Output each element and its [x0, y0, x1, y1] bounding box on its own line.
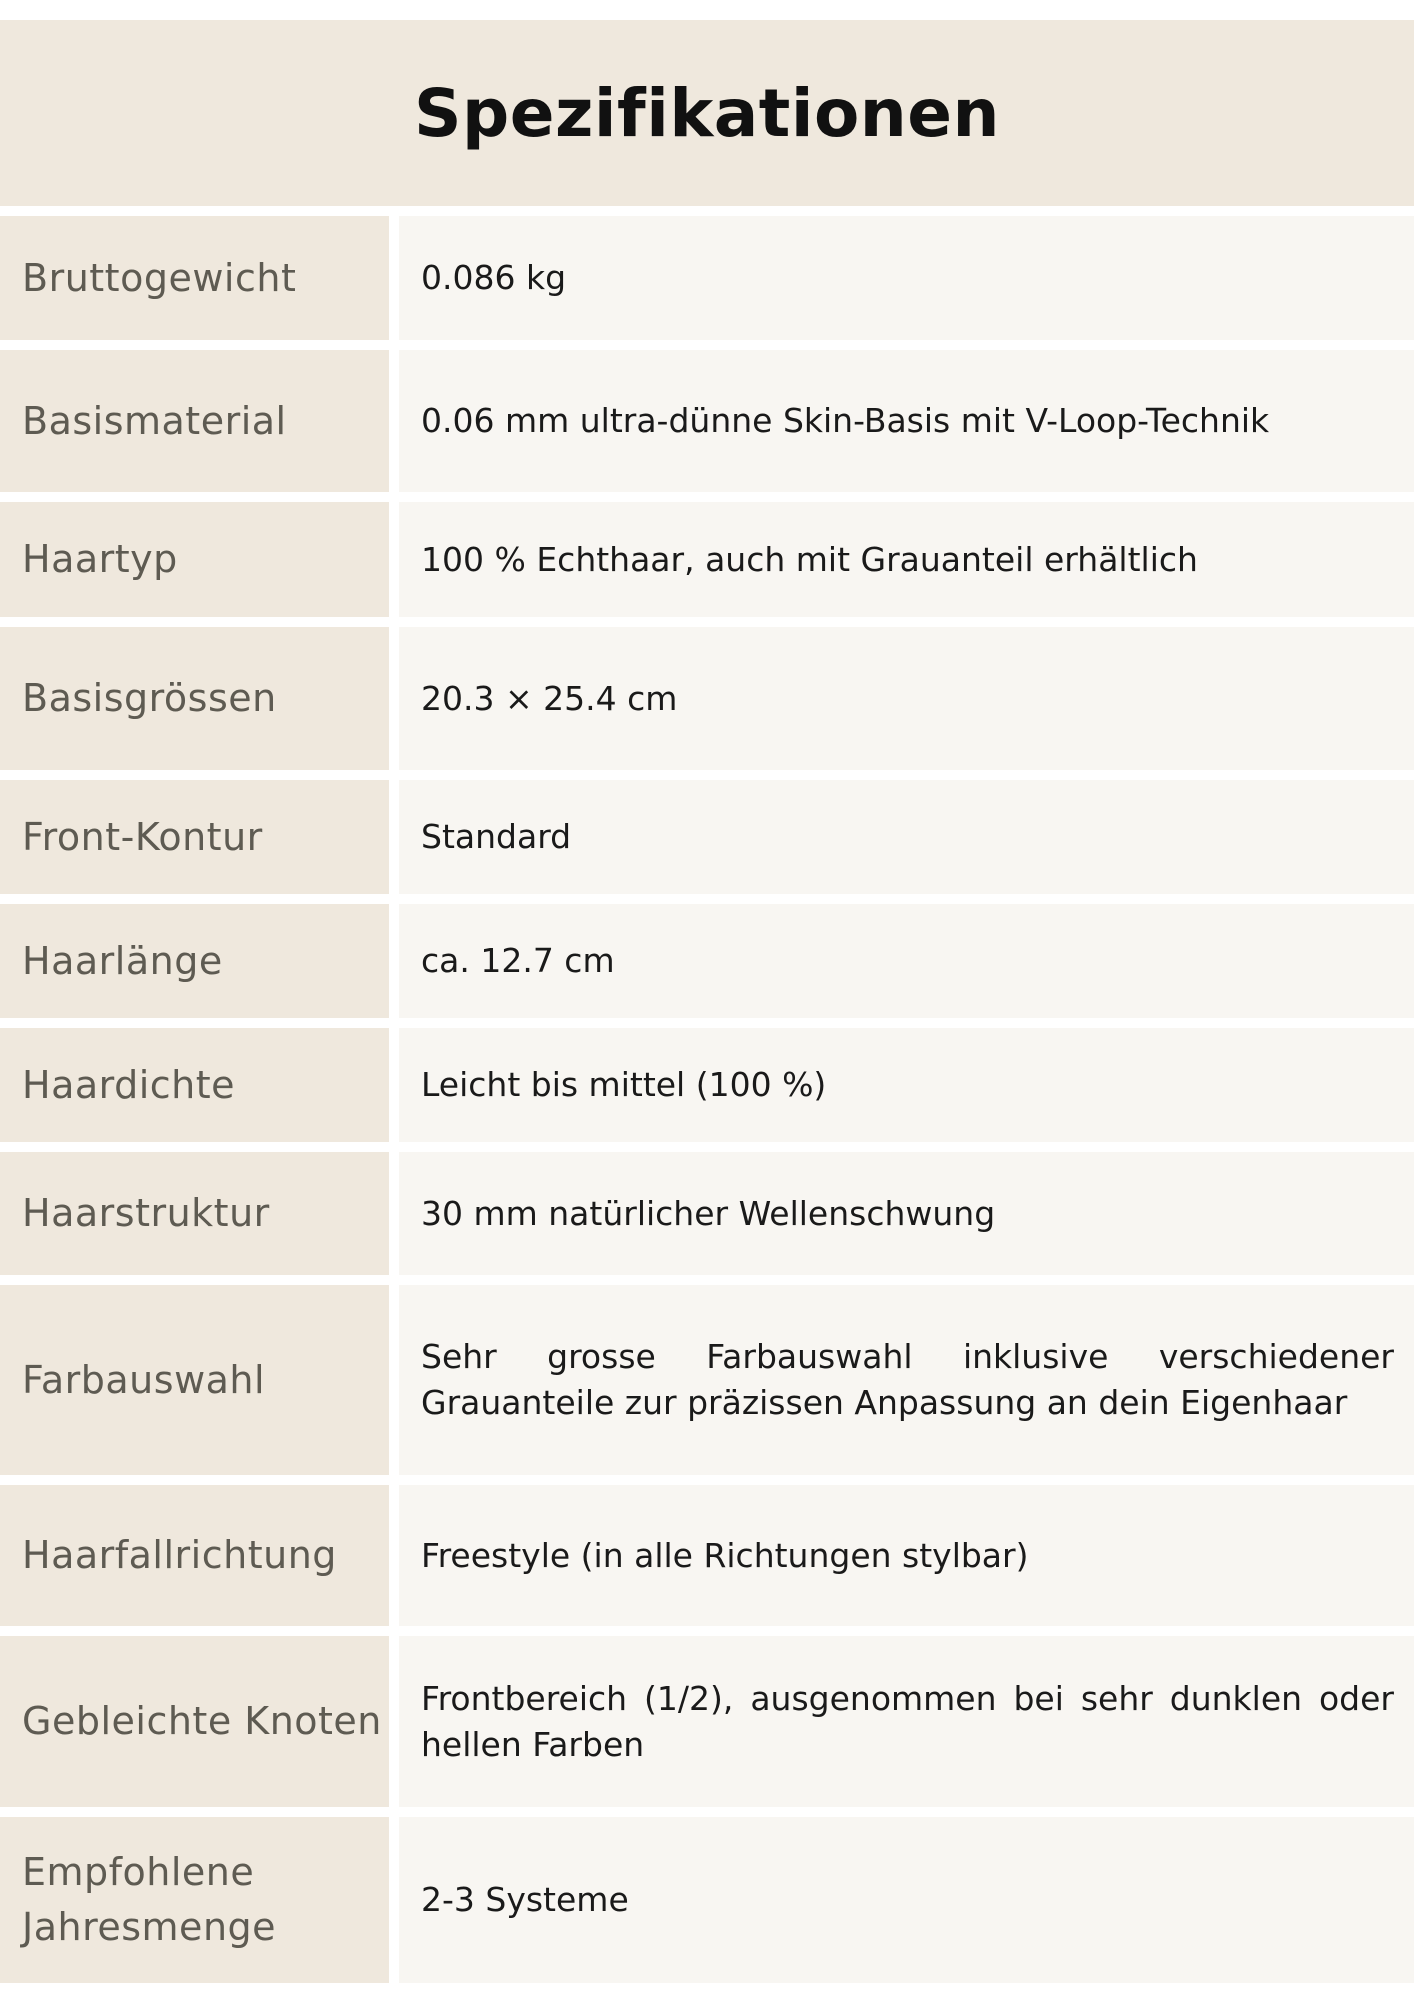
- spec-label: Gebleichte Knoten: [22, 1699, 382, 1743]
- spec-label-cell: [0, 1285, 389, 1475]
- spec-value-cell: [399, 216, 1414, 340]
- spec-value-cell: [399, 1485, 1414, 1626]
- spec-label-cell: [0, 1485, 389, 1626]
- spec-row-empfohlene-jahresmenge: [0, 1817, 1414, 1983]
- spec-value-cell: [399, 350, 1414, 492]
- spec-value: 0.06 mm ultra-dünne Skin-Basis mit V-Loop-Technik: [421, 401, 1270, 440]
- spec-label-cell: [0, 350, 389, 492]
- spec-label: Haarstruktur: [22, 1191, 270, 1235]
- spec-row-haarlaenge: [0, 904, 1414, 1018]
- spec-value: 30 mm natürlicher Wellenschwung: [421, 1193, 996, 1233]
- spec-label-cell: [0, 1028, 389, 1142]
- spec-value-cell: [399, 1636, 1414, 1807]
- spec-row-gebleichte-knoten: [0, 1636, 1414, 1807]
- spec-row-haardichte: [0, 1028, 1414, 1142]
- spec-row-haartyp: [0, 502, 1414, 617]
- spec-value-cell: [399, 1817, 1414, 1983]
- spec-label: Farbauswahl: [22, 1357, 266, 1402]
- spec-label-cell: [0, 627, 389, 770]
- spec-value-cell: [399, 780, 1414, 894]
- spec-value-cell: [399, 1028, 1414, 1142]
- spec-row-basismaterial: [0, 350, 1414, 492]
- spec-label: Front-Kontur: [22, 814, 263, 859]
- spec-value: ca. 12.7 cm: [421, 941, 615, 980]
- spec-value-cell: [399, 627, 1414, 770]
- spec-table: [0, 216, 1414, 1993]
- spec-label: Empfohlene Jahresmenge: [22, 1850, 277, 1949]
- spec-sheet: [0, 20, 1414, 1993]
- spec-value: Leicht bis mittel (100 %): [421, 1065, 827, 1104]
- spec-label-cell: [0, 1817, 389, 1983]
- spec-label: Haartyp: [22, 537, 178, 581]
- spec-value-cell: [399, 1285, 1414, 1475]
- spec-row-farbauswahl: [0, 1285, 1414, 1475]
- spec-label: Haardichte: [22, 1062, 236, 1107]
- spec-row-bruttogewicht: [0, 216, 1414, 340]
- spec-label-cell: [0, 216, 389, 340]
- spec-value-cell: [399, 502, 1414, 617]
- spec-label: Haarfallrichtung: [22, 1533, 337, 1577]
- spec-row-haarstruktur: [0, 1152, 1414, 1275]
- spec-label: Haarlänge: [22, 938, 223, 983]
- spec-label-cell: [0, 502, 389, 617]
- spec-value: 2-3 Systeme: [421, 1880, 629, 1919]
- spec-header: [0, 20, 1414, 206]
- spec-value: Frontbereich (1/2), ausgenommen bei sehr dunklen oder hellen Farben: [421, 1678, 1394, 1764]
- spec-label-cell: [0, 1152, 389, 1275]
- spec-label: Bruttogewicht: [22, 255, 297, 300]
- spec-label: Basisgrössen: [22, 676, 277, 720]
- spec-value: 0.086 kg: [421, 258, 567, 297]
- spec-value: Standard: [421, 817, 572, 856]
- spec-value: 100 % Echthaar, auch mit Grauanteil erhältlich: [421, 539, 1198, 579]
- spec-row-haarfallrichtung: [0, 1485, 1414, 1626]
- spec-row-basisgroessen: [0, 627, 1414, 770]
- spec-value-cell: [399, 904, 1414, 1018]
- spec-label-cell: [0, 1636, 389, 1807]
- spec-value-cell: [399, 1152, 1414, 1275]
- spec-label-cell: [0, 780, 389, 894]
- spec-value: Sehr grosse Farbauswahl inklusive verschiedener Grauanteile zur präzissen Anpassung an dein Eigenhaar: [421, 1337, 1394, 1422]
- spec-value: 20.3 × 25.4 cm: [421, 678, 678, 718]
- spec-value: Freestyle (in alle Richtungen stylbar): [421, 1535, 1029, 1575]
- spec-label-cell: [0, 904, 389, 1018]
- spec-label: Basismaterial: [22, 398, 287, 443]
- page-title: Spezifikationen: [413, 74, 1001, 152]
- spec-row-front-kontur: [0, 780, 1414, 894]
